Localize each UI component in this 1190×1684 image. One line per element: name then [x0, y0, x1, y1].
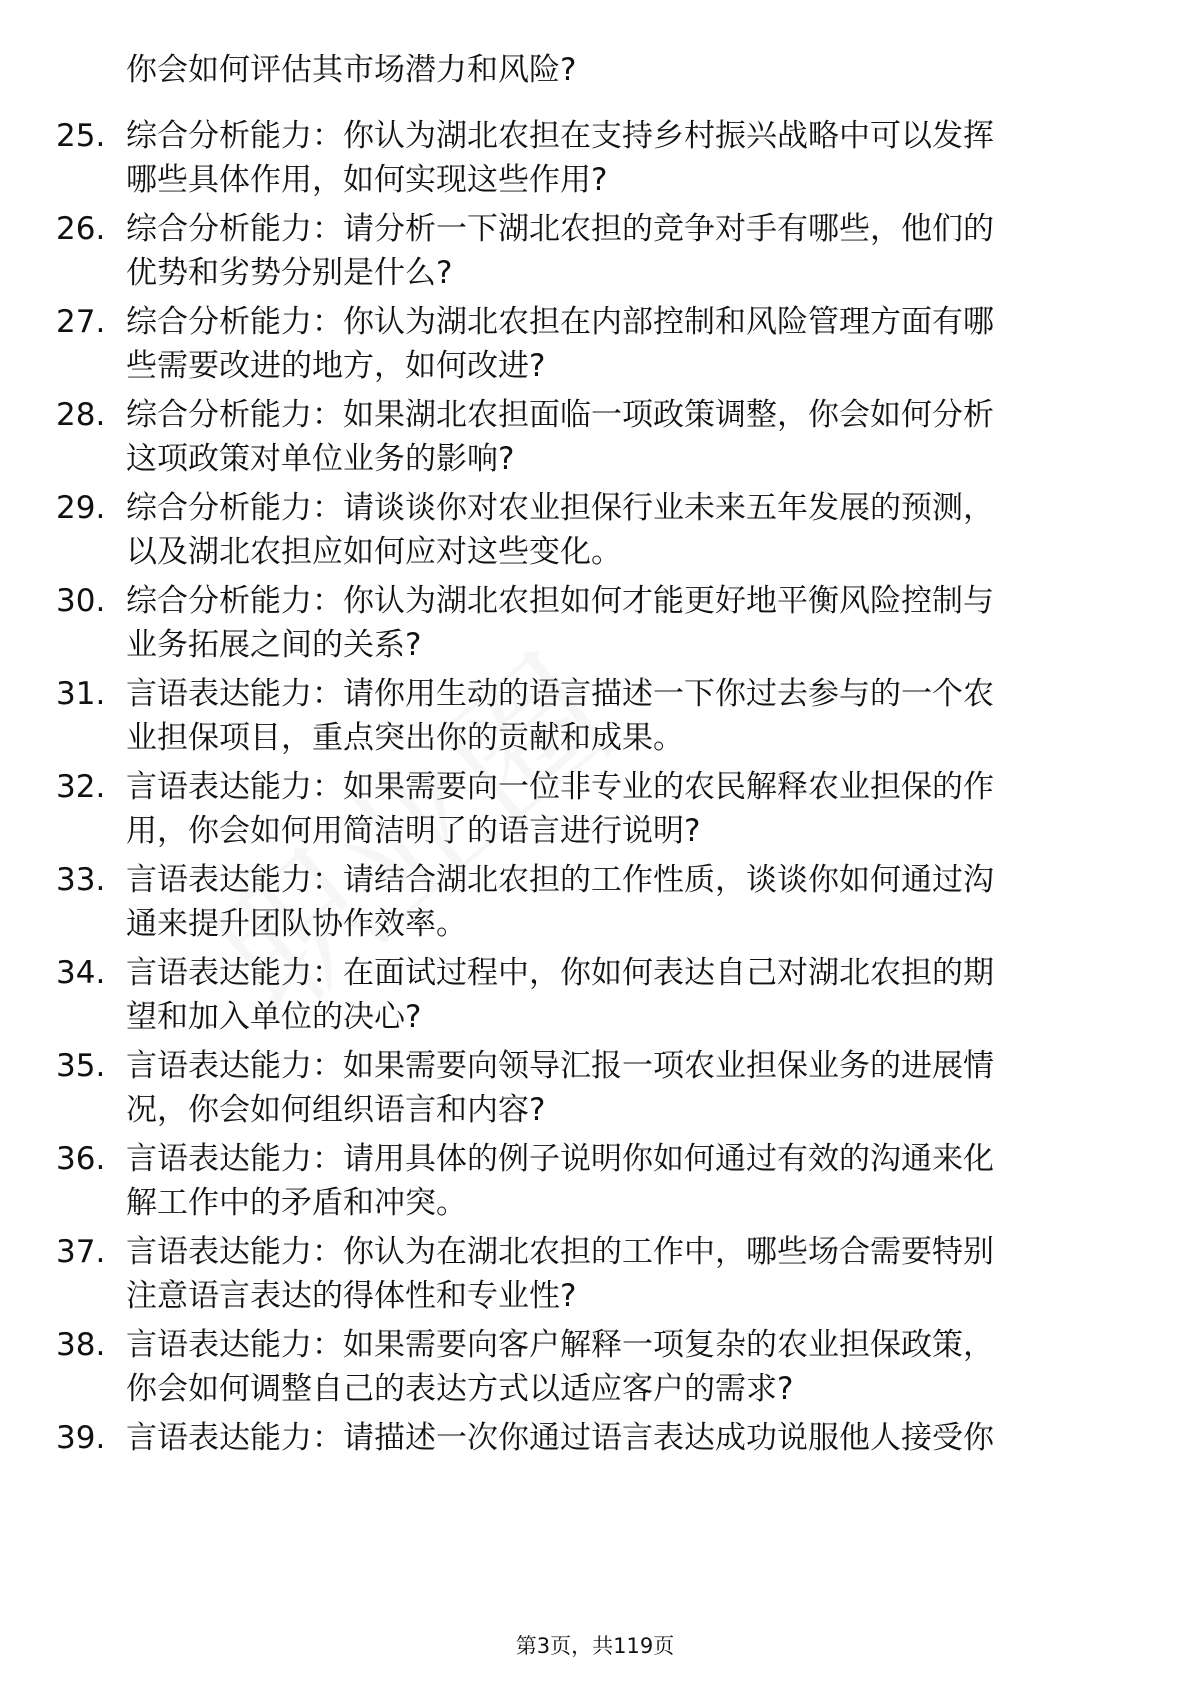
item-number: 29. [56, 490, 106, 526]
item-text [126, 1137, 1116, 1225]
item-text-line: 言语表达能力：请描述一次你通过语言表达成功说服他人接受你 [126, 1420, 994, 1456]
list-item [0, 1323, 1190, 1416]
item-number: 38. [56, 1327, 106, 1363]
item-text [126, 672, 1116, 760]
item-text-line: 言语表达能力：你认为在湖北农担的工作中，哪些场合需要特别 [126, 1234, 994, 1270]
item-text-line: 综合分析能力：你认为湖北农担在内部控制和风险管理方面有哪 [126, 304, 994, 340]
item-text [126, 393, 1116, 481]
item-number: 25. [56, 118, 106, 154]
list-item [0, 1137, 1190, 1230]
list-item [0, 393, 1190, 486]
item-number: 27. [56, 304, 106, 340]
item-text-line: 用，你会如何用简洁明了的语言进行说明? [126, 813, 701, 849]
item-text-line: 言语表达能力：在面试过程中，你如何表达自己对湖北农担的期 [126, 955, 994, 991]
item-text-line: 言语表达能力：如果需要向一位非专业的农民解释农业担保的作 [126, 769, 994, 805]
list-item [0, 765, 1190, 858]
list-item [0, 858, 1190, 951]
item-text-line: 些需要改进的地方，如何改进? [126, 348, 546, 384]
item-number: 32. [56, 769, 106, 805]
items-container [0, 114, 1190, 1509]
item-text [126, 579, 1116, 667]
item-text-line: 优势和劣势分别是什么? [126, 255, 453, 291]
list-item [0, 1416, 1190, 1509]
item-number: 35. [56, 1048, 106, 1084]
item-number: 37. [56, 1234, 106, 1270]
item-text-line: 解工作中的矛盾和冲突。 [126, 1185, 467, 1221]
item-number: 34. [56, 955, 106, 991]
page-number: 第3页，共119页 [515, 1634, 675, 1658]
continued-line: 你会如何评估其市场潜力和风险? [126, 52, 577, 88]
item-text [126, 207, 1116, 295]
item-text [126, 1044, 1116, 1132]
item-text-line: 言语表达能力：请你用生动的语言描述一下你过去参与的一个农 [126, 676, 994, 712]
item-text-line: 言语表达能力：请用具体的例子说明你如何通过有效的沟通来化 [126, 1141, 994, 1177]
item-text [126, 858, 1116, 946]
item-text-line: 综合分析能力：请分析一下湖北农担的竞争对手有哪些，他们的 [126, 211, 994, 247]
item-text-line: 综合分析能力：如果湖北农担面临一项政策调整，你会如何分析 [126, 397, 994, 433]
item-text-line: 哪些具体作用，如何实现这些作用? [126, 162, 608, 198]
item-text-line: 综合分析能力：你认为湖北农担在支持乡村振兴战略中可以发挥 [126, 118, 994, 154]
item-text-line: 通来提升团队协作效率。 [126, 906, 467, 942]
item-text-line: 综合分析能力：你认为湖北农担如何才能更好地平衡风险控制与 [126, 583, 994, 619]
list-item [0, 1230, 1190, 1323]
item-text-line: 综合分析能力：请谈谈你对农业担保行业未来五年发展的预测， [126, 490, 994, 526]
item-text [126, 486, 1116, 574]
item-number: 31. [56, 676, 106, 712]
list-item [0, 672, 1190, 765]
list-item [0, 114, 1190, 207]
item-number: 36. [56, 1141, 106, 1177]
list-item [0, 207, 1190, 300]
item-number: 30. [56, 583, 106, 619]
item-text [126, 1323, 1116, 1411]
item-text-line: 言语表达能力：如果需要向客户解释一项复杂的农业担保政策， [126, 1327, 994, 1363]
item-text-line: 业务拓展之间的关系? [126, 627, 422, 663]
item-text-line: 以及湖北农担应如何应对这些变化。 [126, 534, 622, 570]
item-number: 28. [56, 397, 106, 433]
item-text [126, 951, 1116, 1039]
item-text [126, 1416, 1116, 1460]
item-text-line: 望和加入单位的决心? [126, 999, 422, 1035]
item-number: 39. [56, 1420, 106, 1456]
item-text [126, 1230, 1116, 1318]
item-text [126, 300, 1116, 388]
item-text-line: 况，你会如何组织语言和内容? [126, 1092, 546, 1128]
item-text-line: 言语表达能力：如果需要向领导汇报一项农业担保业务的进展情 [126, 1048, 994, 1084]
item-text-line: 言语表达能力：请结合湖北农担的工作性质，谈谈你如何通过沟 [126, 862, 994, 898]
list-item [0, 300, 1190, 393]
list-item [0, 579, 1190, 672]
item-number: 33. [56, 862, 106, 898]
list-item [0, 1044, 1190, 1137]
list-item [0, 486, 1190, 579]
item-text-line: 注意语言表达的得体性和专业性? [126, 1278, 577, 1314]
item-number: 26. [56, 211, 106, 247]
item-text-line: 你会如何调整自己的表达方式以适应客户的需求? [126, 1371, 794, 1407]
list-item [0, 951, 1190, 1044]
item-text [126, 114, 1116, 202]
item-text [126, 765, 1116, 853]
item-text-line: 这项政策对单位业务的影响? [126, 441, 515, 477]
item-text-line: 业担保项目，重点突出你的贡献和成果。 [126, 720, 684, 756]
